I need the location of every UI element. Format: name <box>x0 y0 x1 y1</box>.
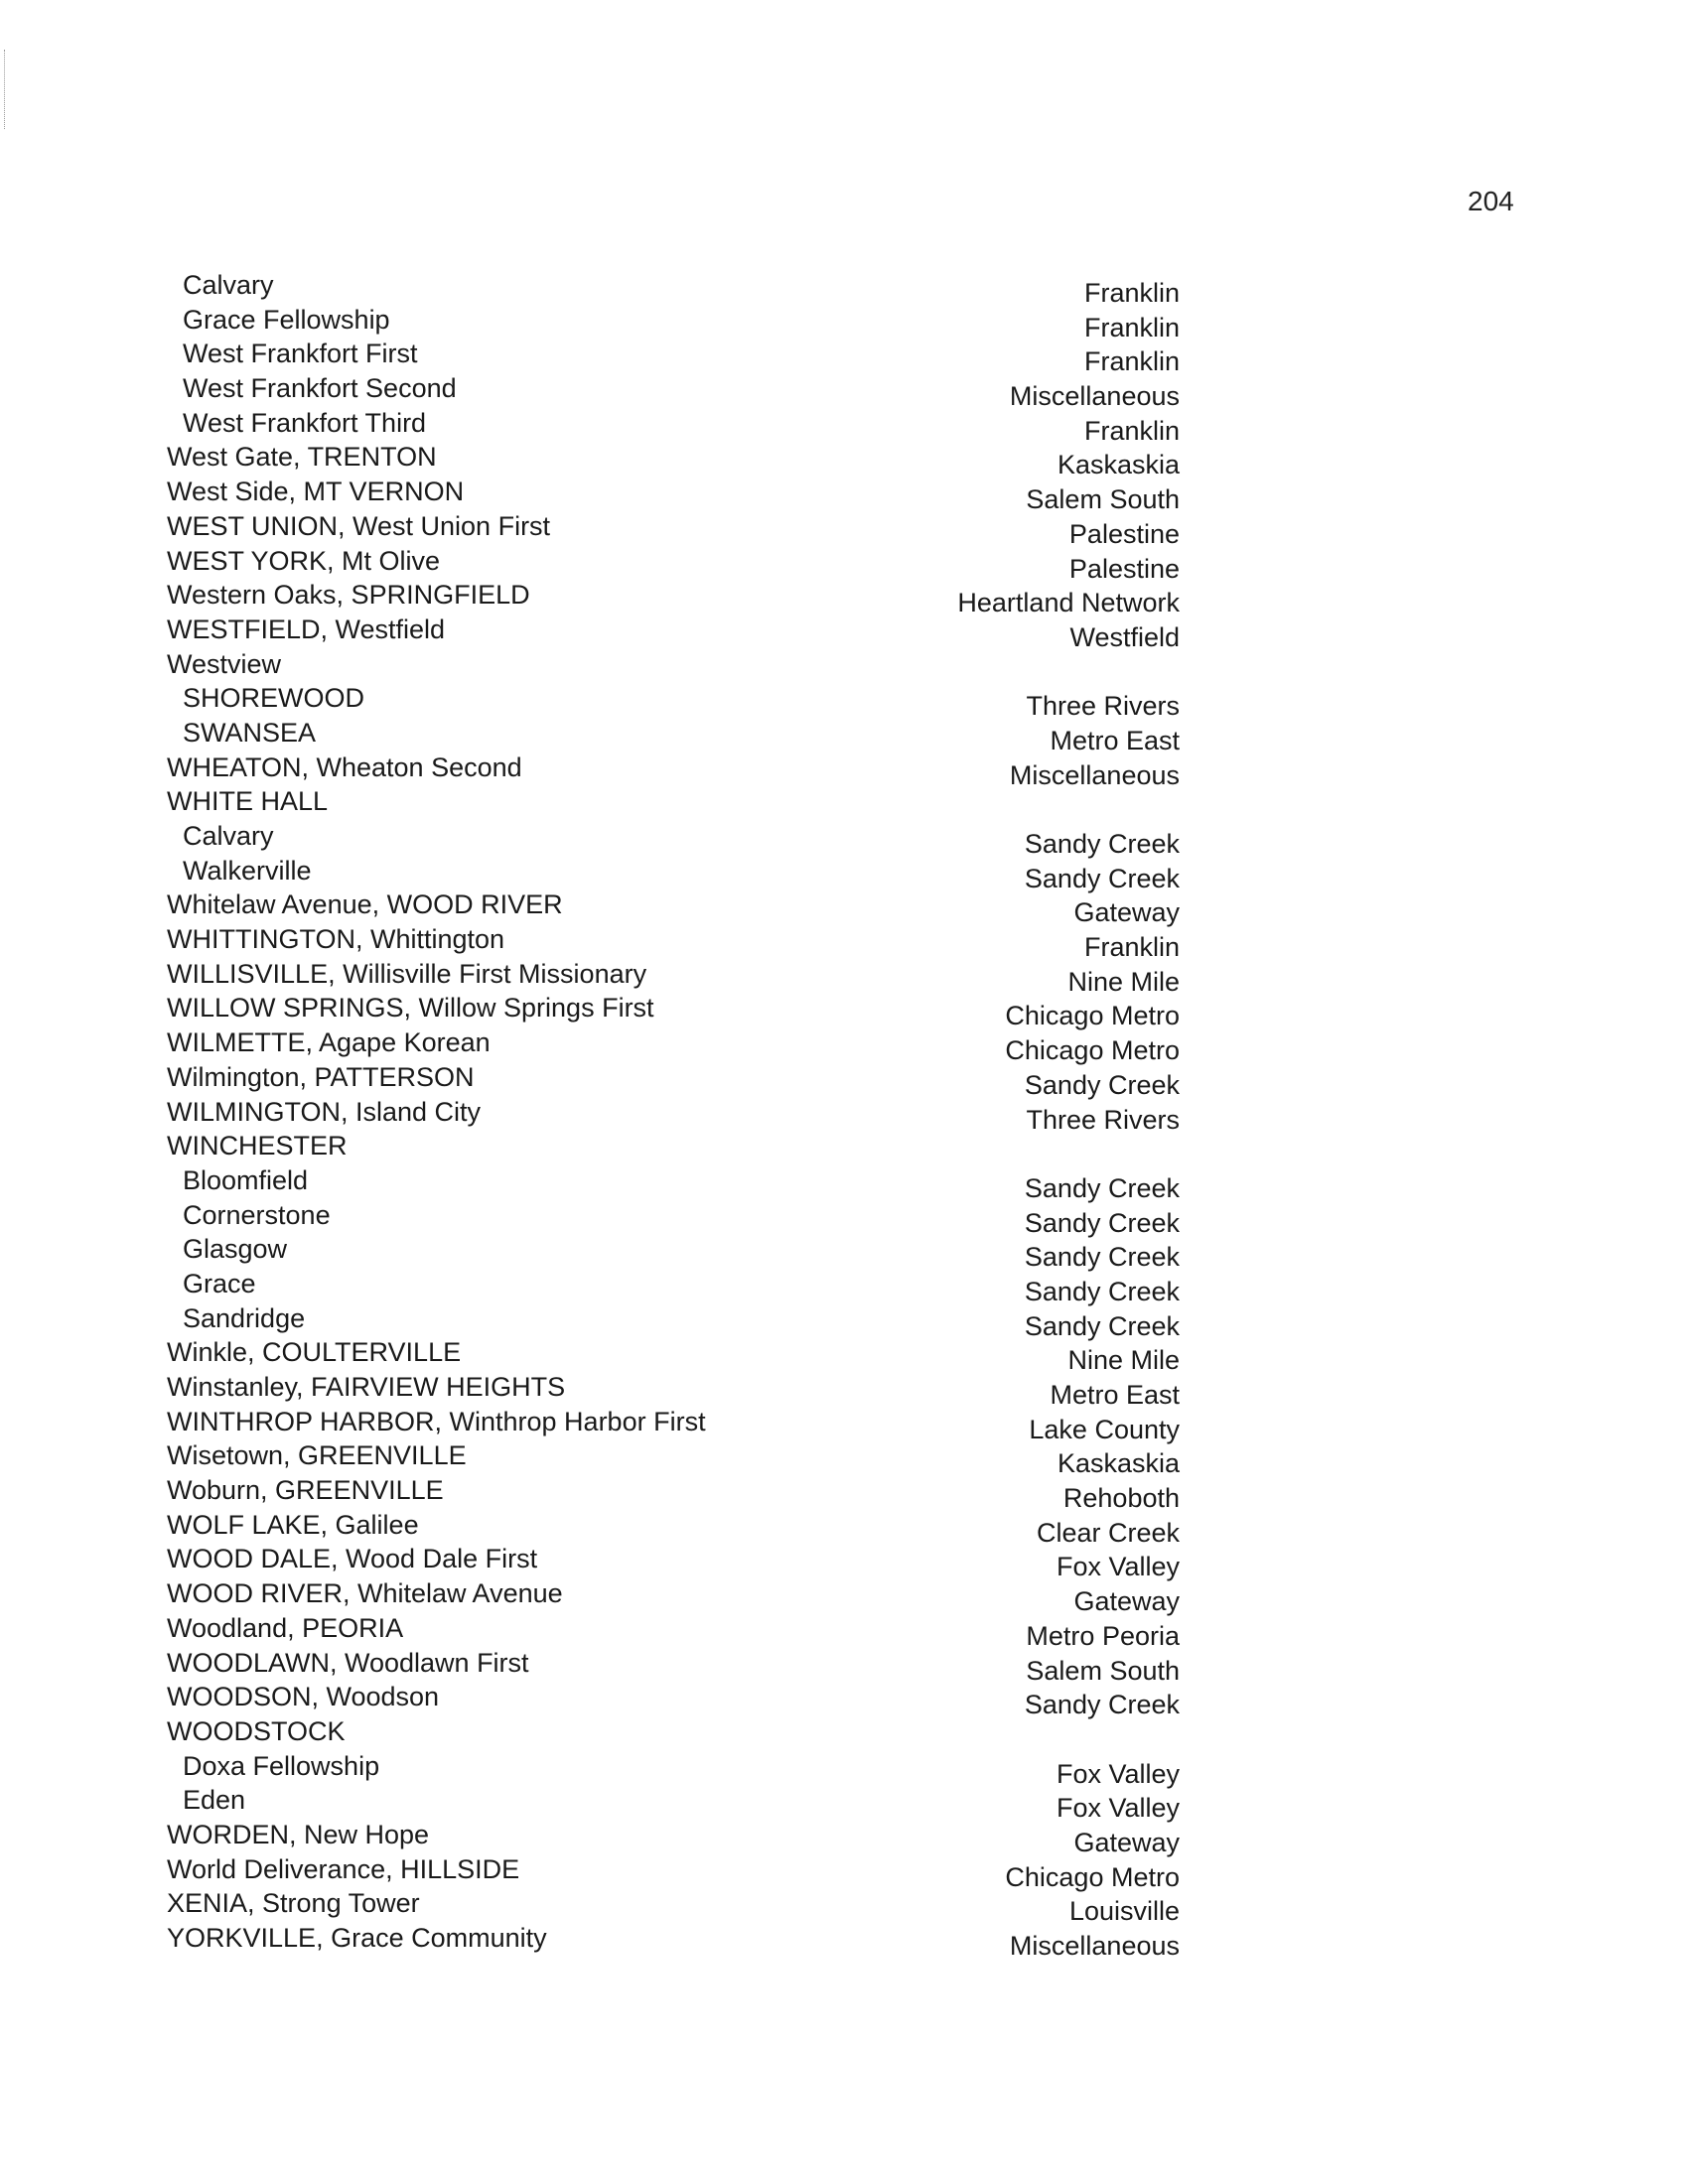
association-name: Metro East <box>1050 725 1180 755</box>
list-item <box>167 1542 1180 1582</box>
list-item <box>167 1852 1180 1892</box>
association-name: Sandy Creek <box>1024 1690 1180 1720</box>
list-item <box>167 1095 1180 1135</box>
list-item <box>167 784 1180 819</box>
list-item <box>167 1301 1180 1341</box>
church-name: Western Oaks, SPRINGFIELD <box>167 580 530 611</box>
association-name: Sandy Creek <box>1024 1207 1180 1238</box>
association-name: Franklin <box>1083 415 1180 446</box>
association-name: Chicago Metro <box>1005 1861 1180 1892</box>
association-name: Chicago Metro <box>1005 1001 1180 1031</box>
list-item <box>167 268 1180 308</box>
church-name: Eden <box>183 1785 246 1816</box>
church-name: Sandridge <box>183 1302 306 1333</box>
association-name: Metro East <box>1050 1380 1180 1410</box>
church-name: XENIA, Strong Tower <box>167 1888 420 1919</box>
church-name: Bloomfield <box>183 1164 309 1195</box>
church-name: Calvary <box>183 821 274 851</box>
church-name: Cornerstone <box>183 1199 331 1230</box>
church-name: WOODSTOCK <box>167 1715 346 1746</box>
association-name: Miscellaneous <box>1009 759 1180 790</box>
association-name: Fox Valley <box>1056 1552 1180 1582</box>
church-name: WESTFIELD, Westfield <box>167 614 446 644</box>
list-item <box>167 1370 1180 1410</box>
church-name: WINCHESTER <box>167 1131 348 1161</box>
association-name: Sandy Creek <box>1024 1069 1180 1100</box>
list-item <box>167 819 1180 859</box>
list-item <box>167 1473 1180 1514</box>
church-name: West Gate, TRENTON <box>167 442 437 473</box>
church-name: WHEATON, Wheaton Second <box>167 751 522 782</box>
list-item <box>167 371 1180 412</box>
association-name: Clear Creek <box>1036 1517 1180 1548</box>
association-name: Palestine <box>1068 553 1180 584</box>
list-item <box>167 578 1180 618</box>
church-name: WILMETTE, Agape Korean <box>167 1027 491 1058</box>
list-item <box>167 1438 1180 1479</box>
church-name: West Side, MT VERNON <box>167 477 465 507</box>
church-name: Doxa Fellowship <box>183 1750 380 1781</box>
association-name: Nine Mile <box>1067 1345 1180 1376</box>
list-item <box>167 854 1180 893</box>
association-name: Franklin <box>1083 346 1180 377</box>
church-name: West Frankfort Third <box>183 407 427 438</box>
church-name: West Frankfort First <box>183 339 418 369</box>
association-name: Louisville <box>1068 1896 1180 1927</box>
association-name: Miscellaneous <box>1009 381 1180 412</box>
association-name: Heartland Network <box>957 588 1180 618</box>
list-item <box>167 1886 1180 1927</box>
association-name: Sandy Creek <box>1024 829 1180 859</box>
church-name: Winstanley, FAIRVIEW HEIGHTS <box>167 1372 566 1402</box>
list-item <box>167 544 1180 584</box>
list-item <box>167 406 1180 446</box>
association-name: Kaskaskia <box>1057 450 1180 480</box>
church-name: WILMINGTON, Island City <box>167 1096 482 1127</box>
church-name: WOODLAWN, Woodlawn First <box>167 1647 529 1678</box>
church-name: WEST YORK, Mt Olive <box>167 545 441 576</box>
church-name: WINTHROP HARBOR, Winthrop Harbor First <box>167 1406 706 1436</box>
association-name: Metro Peoria <box>1026 1620 1180 1651</box>
association-name: Sandy Creek <box>1024 1310 1180 1341</box>
church-name: Wisetown, GREENVILLE <box>167 1440 467 1471</box>
list-item <box>167 957 1180 997</box>
church-name: Woburn, GREENVILLE <box>167 1475 444 1506</box>
page-number: 204 <box>1468 186 1514 216</box>
list-item <box>167 1611 1180 1651</box>
church-name: WOOD DALE, Wood Dale First <box>167 1544 538 1574</box>
church-name: WORDEN, New Hope <box>167 1819 430 1849</box>
church-name: World Deliverance, HILLSIDE <box>167 1853 520 1884</box>
list-item <box>167 887 1180 928</box>
list-item <box>167 303 1180 342</box>
association-name: Gateway <box>1073 1827 1180 1857</box>
association-name: Salem South <box>1026 484 1180 515</box>
church-name: SHOREWOOD <box>183 683 365 714</box>
list-item <box>167 1232 1180 1273</box>
church-association-list <box>167 268 1180 1961</box>
church-name: Grace Fellowship <box>183 304 390 335</box>
association-name: Franklin <box>1083 932 1180 963</box>
church-name: Whitelaw Avenue, WOOD RIVER <box>167 889 563 920</box>
church-name: Woodland, PEORIA <box>167 1612 404 1643</box>
list-item <box>167 1267 1180 1306</box>
list-item <box>167 1783 1180 1824</box>
association-name: Westfield <box>1069 621 1180 652</box>
church-name: Wilmington, PATTERSON <box>167 1061 475 1092</box>
church-name: Winkle, COULTERVILLE <box>167 1337 462 1368</box>
church-name: WOOD RIVER, Whitelaw Avenue <box>167 1578 563 1609</box>
list-item <box>167 1025 1180 1066</box>
association-name: Three Rivers <box>1026 1104 1180 1135</box>
list-item <box>167 1714 1180 1749</box>
list-item <box>167 751 1180 790</box>
association-name: Miscellaneous <box>1009 1931 1180 1961</box>
association-name: Chicago Metro <box>1005 1035 1180 1066</box>
church-name: WILLOW SPRINGS, Willow Springs First <box>167 993 654 1024</box>
list-item <box>167 1060 1180 1100</box>
church-name: West Frankfort Second <box>183 373 457 404</box>
association-name: Lake County <box>1029 1414 1180 1444</box>
church-name: Westview <box>167 648 282 679</box>
list-item <box>167 1163 1180 1203</box>
association-name: Nine Mile <box>1067 966 1180 997</box>
list-item <box>167 1129 1180 1163</box>
list-item <box>167 440 1180 480</box>
list-item <box>167 1749 1180 1789</box>
association-name: Fox Valley <box>1056 1758 1180 1789</box>
association-name: Fox Valley <box>1056 1793 1180 1824</box>
church-name: WOLF LAKE, Galilee <box>167 1509 419 1540</box>
association-name: Rehoboth <box>1062 1483 1180 1514</box>
association-name: Three Rivers <box>1026 691 1180 722</box>
association-name: Gateway <box>1073 1586 1180 1617</box>
church-name: Glasgow <box>183 1234 288 1265</box>
association-name: Sandy Creek <box>1024 1172 1180 1203</box>
association-name: Salem South <box>1026 1655 1180 1686</box>
association-name: Palestine <box>1068 518 1180 549</box>
association-name: Kaskaskia <box>1057 1448 1180 1479</box>
list-item <box>167 716 1180 755</box>
list-item <box>167 1921 1180 1961</box>
association-name: Sandy Creek <box>1024 863 1180 893</box>
church-name: SWANSEA <box>183 717 317 748</box>
list-item <box>167 647 1180 682</box>
church-name: YORKVILLE, Grace Community <box>167 1923 547 1953</box>
list-item <box>167 613 1180 652</box>
association-name: Franklin <box>1083 312 1180 342</box>
association-name: Franklin <box>1083 278 1180 308</box>
list-item <box>167 681 1180 722</box>
list-item <box>167 922 1180 963</box>
list-item <box>167 475 1180 515</box>
church-name: WILLISVILLE, Willisville First Missionary <box>167 958 647 989</box>
list-item <box>167 1508 1180 1548</box>
list-item <box>167 1818 1180 1857</box>
church-name: WHITTINGTON, Whittington <box>167 924 505 955</box>
association-name: Sandy Creek <box>1024 1276 1180 1306</box>
list-item <box>167 1646 1180 1686</box>
list-item <box>167 1335 1180 1376</box>
list-item <box>167 1576 1180 1617</box>
church-name: Calvary <box>183 270 274 300</box>
church-name: WEST UNION, West Union First <box>167 510 551 541</box>
association-name: Sandy Creek <box>1024 1242 1180 1273</box>
association-name: Gateway <box>1073 897 1180 928</box>
church-name: Walkerville <box>183 855 312 886</box>
scan-margin-mark <box>4 50 7 129</box>
church-name: WHITE HALL <box>167 786 329 817</box>
church-name: Grace <box>183 1268 256 1298</box>
list-item <box>167 509 1180 549</box>
list-item <box>167 1680 1180 1720</box>
list-item <box>167 337 1180 377</box>
list-item <box>167 1405 1180 1444</box>
list-item <box>167 991 1180 1031</box>
church-name: WOODSON, Woodson <box>167 1682 440 1712</box>
list-item <box>167 1198 1180 1238</box>
